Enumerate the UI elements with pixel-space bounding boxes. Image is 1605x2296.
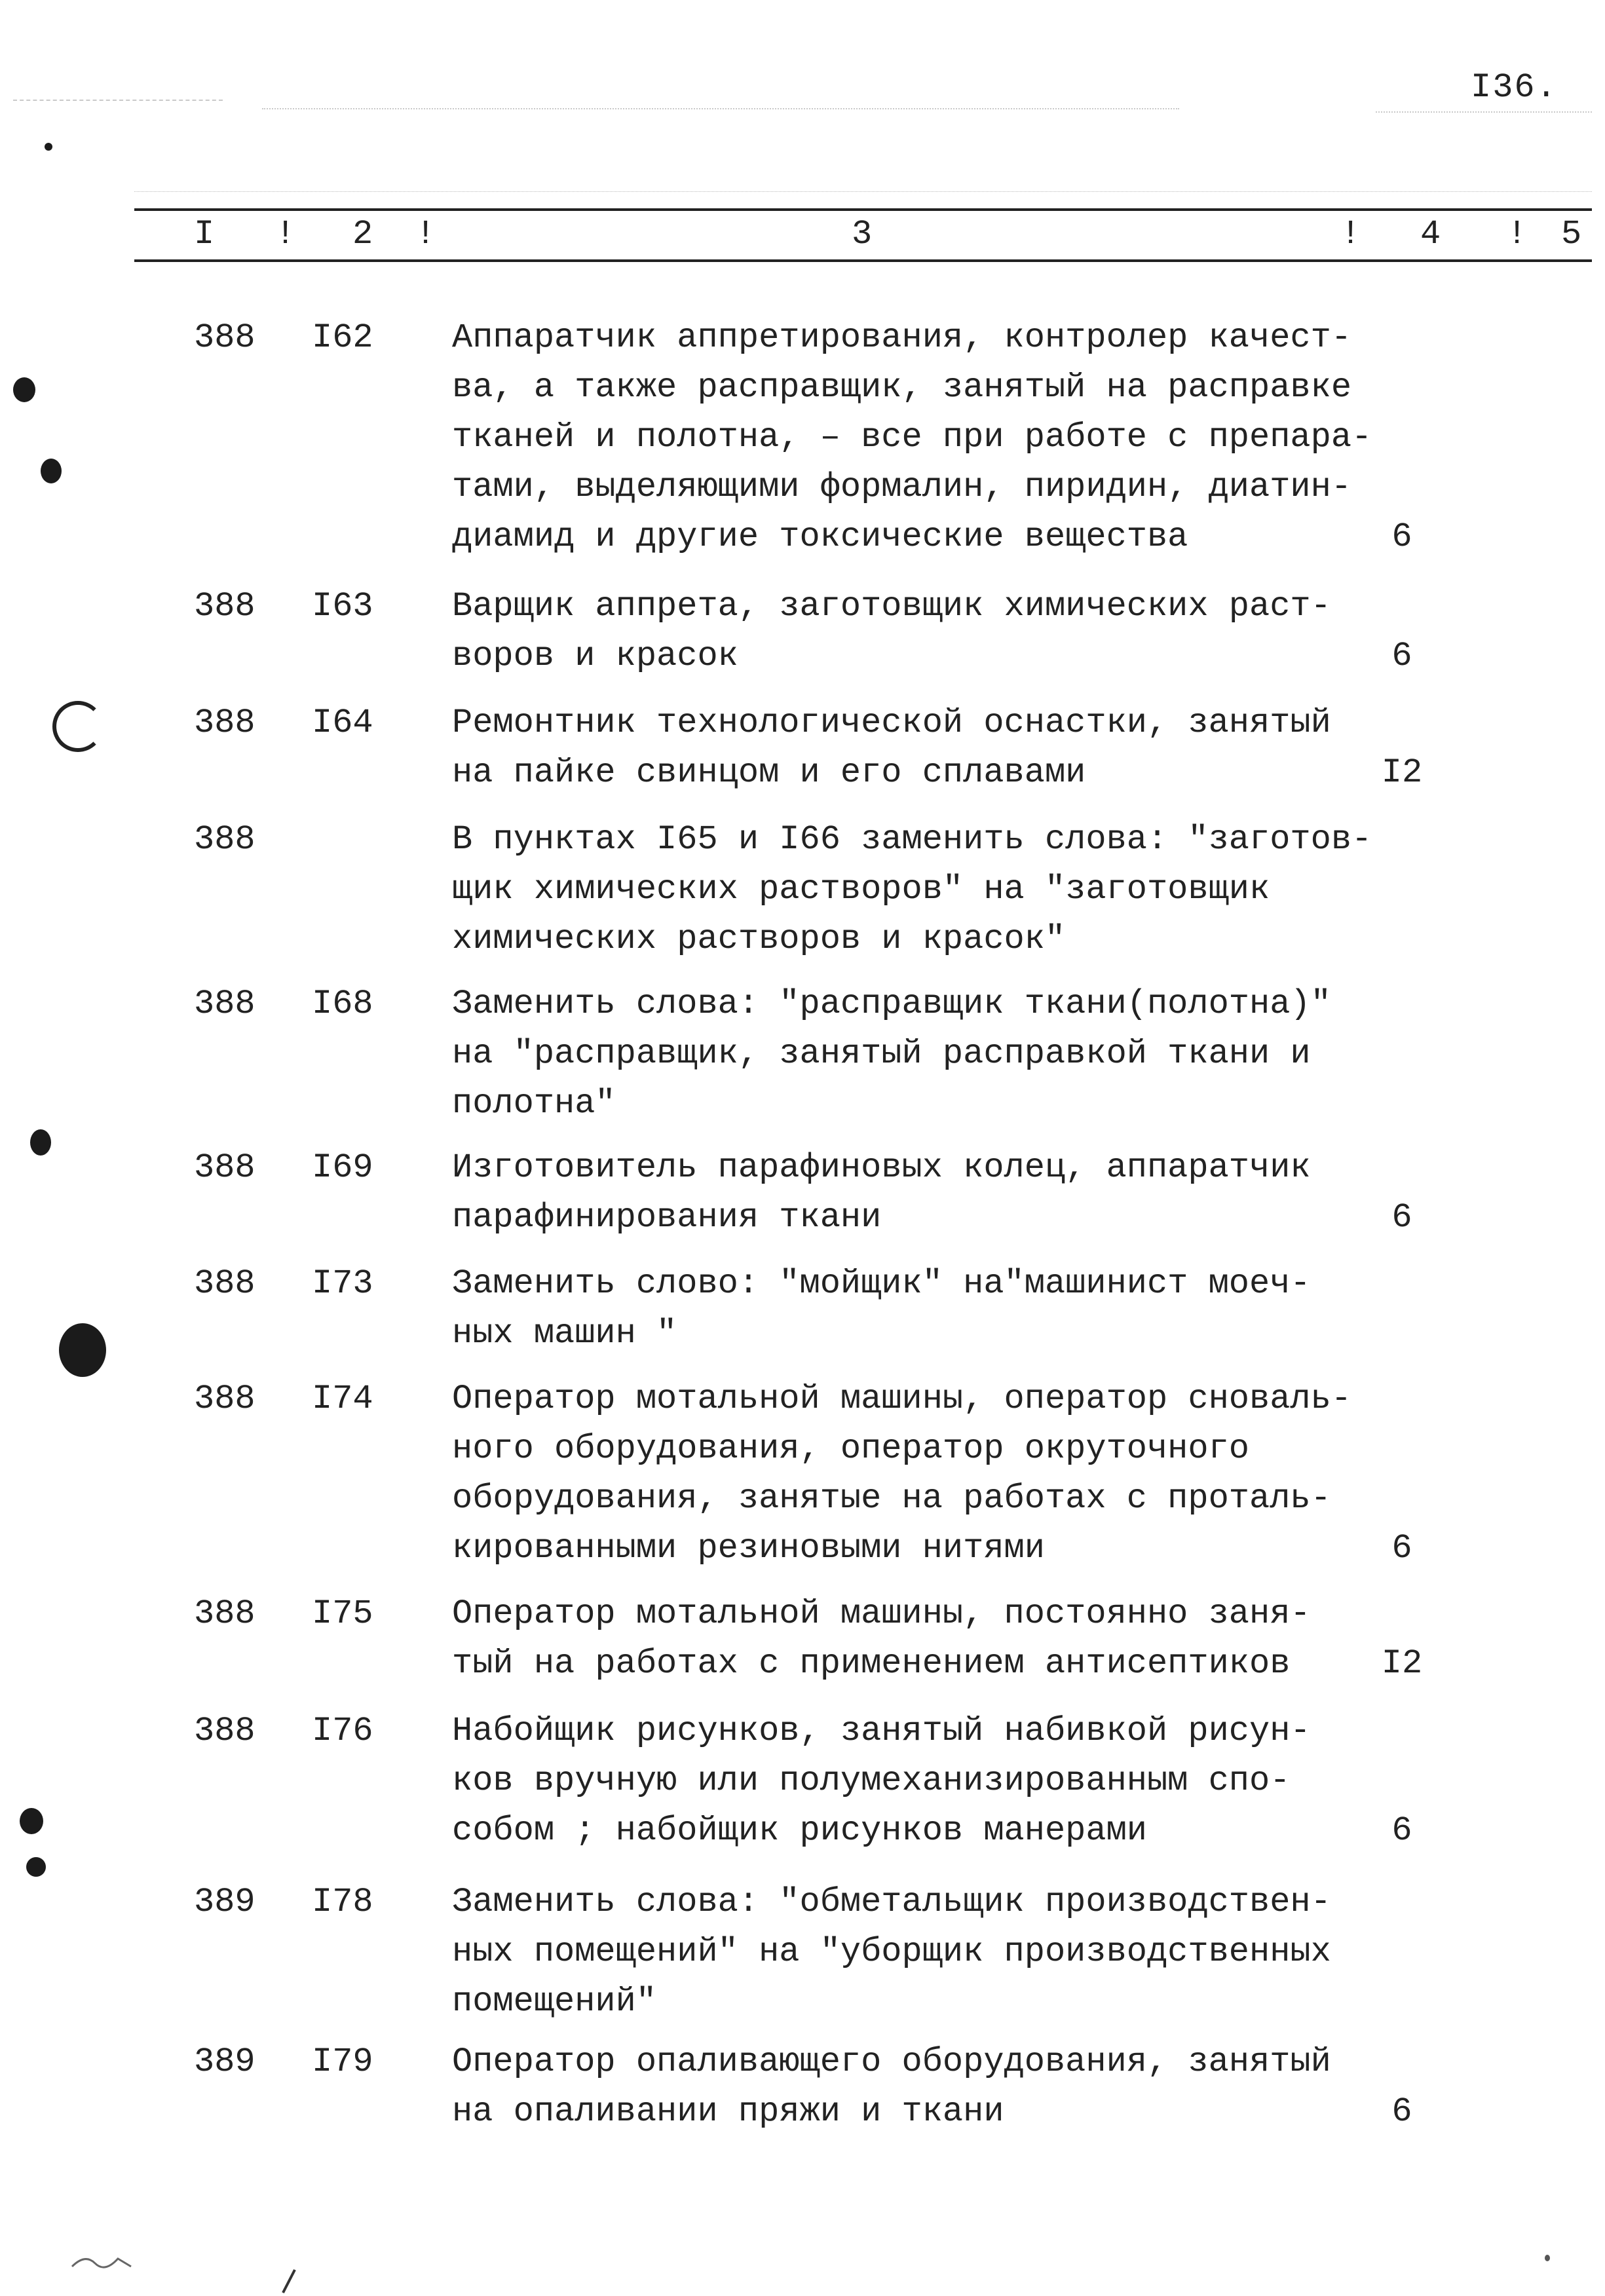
item-number: I68 [312, 985, 373, 1023]
binder-hole-mark [30, 1129, 51, 1156]
item-text: Оператор опаливающего оборудования, занятый на опаливании пряжи и ткани [452, 2042, 1331, 2131]
table-row [0, 1706, 1605, 1856]
item-value: 6 [1391, 518, 1412, 556]
table-row [0, 313, 1605, 562]
item-text: Изготовитель парафиновых колец, аппаратчик парафинирования ткани [452, 1148, 1311, 1237]
source-page: 389 [194, 1883, 255, 1921]
item-text: Оператор мотальной машины, постоянно заня- тый на работах с применением антисептиков [452, 1594, 1311, 1683]
source-page: 388 [194, 704, 255, 742]
header-separator: ! [275, 215, 296, 254]
source-page: 388 [194, 1712, 255, 1750]
header-separator: ! [1340, 215, 1361, 254]
check-mark [275, 2267, 301, 2296]
header-col-1: I [194, 215, 215, 254]
item-text: В пунктах I65 и I66 заменить слова: "заготов- щик химических растворов" на "заготовщик химических растворов и красок" [452, 820, 1372, 958]
scan-artifact-line [262, 108, 1179, 109]
source-page: 389 [194, 2042, 255, 2081]
table-row [0, 1143, 1605, 1243]
item-value: I2 [1381, 753, 1423, 792]
item-text: Аппаратчик аппретирования, контролер качест- ва, а также расправщик, занятый на расправке тканей и полотна, – все при работе с препара- тами, выделяющими формалин, пиридин, диатин- диамид и другие токсические вещества [452, 318, 1372, 556]
source-page: 388 [194, 1264, 255, 1303]
binder-ring-mark [52, 701, 104, 752]
item-number: I74 [312, 1380, 373, 1418]
item-number: I63 [312, 587, 373, 626]
item-number: I73 [312, 1264, 373, 1303]
item-number: I64 [312, 704, 373, 742]
ink-blot [45, 143, 52, 151]
table-row [0, 1259, 1605, 1359]
ink-dot [1545, 2255, 1550, 2261]
table-row [0, 2037, 1605, 2137]
item-number: I78 [312, 1883, 373, 1921]
item-number: I69 [312, 1148, 373, 1187]
table-row [0, 582, 1605, 681]
item-text: Оператор мотальной машины, оператор сноваль- ного оборудования, оператор окруточного оборудования, занятые на работах с проталь- кированными резиновыми нитями [452, 1380, 1352, 1568]
item-value: 6 [1391, 1529, 1412, 1568]
table-row [0, 815, 1605, 964]
item-text: Набойщик рисунков, занятый набивкой рисун- ков вручную или полумеханизированным спо- собом ; набойщик рисунков манерами [452, 1712, 1311, 1850]
header-separator: ! [1507, 215, 1528, 254]
scan-artifact-line [134, 191, 1592, 192]
handwritten-mark [66, 2240, 144, 2280]
source-page: 388 [194, 985, 255, 1023]
binder-hole-mark [41, 459, 62, 483]
table-row [0, 1877, 1605, 2027]
item-text: Заменить слова: "обметальщик производствен- ных помещений" на "уборщик производственных помещений" [452, 1883, 1331, 2021]
header-col-3: 3 [852, 215, 873, 254]
header-bottom-rule [134, 259, 1592, 262]
header-col-2: 2 [352, 215, 373, 254]
scan-artifact-line [1376, 111, 1592, 113]
item-number: I75 [312, 1594, 373, 1633]
item-value: 6 [1391, 637, 1412, 675]
item-text: Заменить слова: "расправщик ткани(полотна)" на "расправщик, занятый расправкой ткани и полотна" [452, 985, 1331, 1123]
source-page: 388 [194, 1594, 255, 1633]
item-text: Ремонтник технологической оснастки, занятый на пайке свинцом и его сплавами [452, 704, 1331, 792]
binder-hole-mark [13, 377, 35, 402]
item-text: Заменить слово: "мойщик" на"машинист моеч- ных машин " [452, 1264, 1311, 1353]
scan-artifact-line [13, 100, 223, 101]
source-page: 388 [194, 318, 255, 357]
item-value: 6 [1391, 2092, 1412, 2131]
page-number: I36. [1471, 68, 1558, 107]
source-page: 388 [194, 1148, 255, 1187]
binder-hole-mark [59, 1323, 106, 1377]
item-value: 6 [1391, 1198, 1412, 1237]
item-value: I2 [1381, 1644, 1423, 1683]
item-value: 6 [1391, 1811, 1412, 1850]
binder-hole-mark [20, 1808, 43, 1834]
item-number: I62 [312, 318, 373, 357]
source-page: 388 [194, 1380, 255, 1418]
item-number: I79 [312, 2042, 373, 2081]
binder-hole-mark [26, 1857, 46, 1877]
item-text: Варщик аппрета, заготовщик химических раст- воров и красок [452, 587, 1331, 675]
item-number: I76 [312, 1712, 373, 1750]
table-row [0, 1589, 1605, 1689]
table-row [0, 979, 1605, 1129]
table-row [0, 698, 1605, 798]
header-col-5: 5 [1561, 215, 1582, 254]
table-row [0, 1374, 1605, 1573]
header-top-rule [134, 208, 1592, 211]
source-page: 388 [194, 820, 255, 859]
source-page: 388 [194, 587, 255, 626]
header-col-4: 4 [1420, 215, 1441, 254]
header-separator: ! [415, 215, 436, 254]
